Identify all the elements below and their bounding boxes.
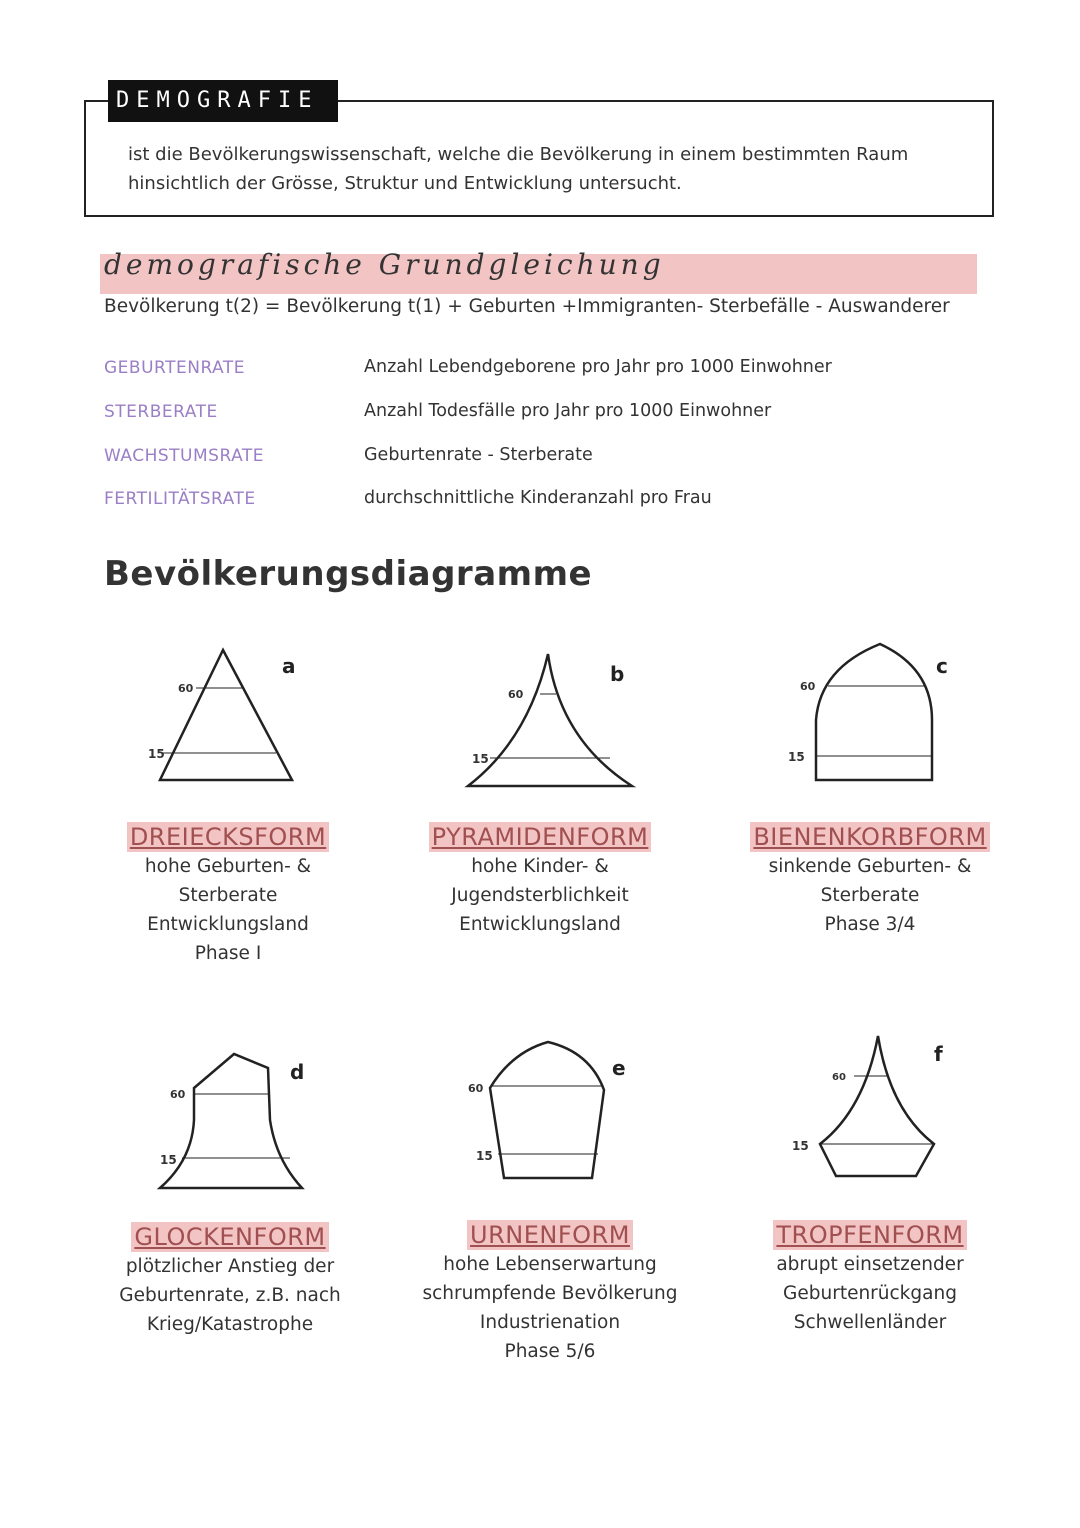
diagram-c — [720, 640, 1020, 939]
drop-shape-diagram — [720, 1030, 1020, 1180]
axis-label-60: 60 — [468, 1082, 484, 1095]
rate-term-growth: WACHSTUMSRATE — [104, 446, 264, 466]
diagram-letter: b — [610, 662, 625, 686]
diagram-letter: e — [612, 1056, 626, 1080]
axis-label-15: 15 — [472, 752, 489, 766]
section-title: Bevölkerungsdiagramme — [104, 554, 593, 594]
axis-label-60: 60 — [832, 1072, 846, 1083]
diagram-a — [78, 640, 378, 968]
axis-label-15: 15 — [160, 1153, 177, 1167]
diagram-desc-line: sinkende Geburten- & — [768, 856, 972, 877]
diagram-desc-line: hohe Geburten- & — [144, 856, 312, 877]
diagram-letter: f — [934, 1042, 943, 1066]
axis-label-60: 60 — [178, 682, 194, 695]
diagram-name: GLOCKENFORM — [131, 1222, 328, 1252]
diagram-letter: a — [282, 654, 296, 678]
diagram-d — [80, 1040, 380, 1339]
diagram-desc-line: Industrienation — [479, 1312, 621, 1333]
axis-label-15: 15 — [476, 1149, 493, 1163]
axis-label-60: 60 — [508, 688, 524, 701]
diagram-f — [720, 1030, 1020, 1337]
diagram-desc-line: abrupt einsetzender — [776, 1254, 964, 1275]
diagram-desc-line: Sterberate — [820, 885, 920, 906]
diagram-name: DREIECKSFORM — [127, 822, 329, 852]
diagram-name: PYRAMIDENFORM — [429, 822, 652, 852]
diagram-letter: c — [936, 654, 948, 678]
diagram-desc-line: Phase I — [194, 943, 262, 964]
axis-label-60: 60 — [800, 680, 816, 693]
diagram-desc-line: hohe Kinder- & — [471, 856, 609, 877]
axis-label-60: 60 — [170, 1088, 186, 1101]
urn-shape-diagram — [400, 1038, 700, 1190]
diagram-name: TROPFENFORM — [773, 1220, 966, 1250]
diagram-desc-line: schrumpfende Bevölkerung — [422, 1283, 678, 1304]
diagram-desc-line: Entwicklungsland — [459, 914, 621, 935]
diagram-desc-line: Phase 3/4 — [824, 914, 916, 935]
diagram-name: BIENENKORBFORM — [750, 822, 989, 852]
rate-def-growth: Geburtenrate - Sterberate — [364, 445, 593, 465]
diagram-desc-line: Schwellenländer — [793, 1312, 947, 1333]
beehive-shape-diagram — [720, 640, 1020, 790]
rate-term-birth: GEBURTENRATE — [104, 358, 245, 378]
rate-def-birth: Anzahl Lebendgeborene pro Jahr pro 1000 Einwohner — [364, 357, 832, 377]
diagram-desc-line: Jugendsterblichkeit — [451, 885, 629, 906]
axis-label-15: 15 — [788, 750, 805, 764]
rate-def-fertility: durchschnittliche Kinderanzahl pro Frau — [364, 488, 712, 508]
diagram-desc-line: Geburtenrate, z.B. nach — [119, 1285, 341, 1306]
diagram-desc-line: plötzlicher Anstieg der — [125, 1256, 335, 1277]
definition-text: ist die Bevölkerungswissenschaft, welche die Bevölkerung in einem bestimmten Raum hinsichtlich der Grösse, Struktur und Entwicklung untersucht. — [128, 144, 909, 194]
definition-tag: DEMOGRAFIE — [108, 80, 338, 122]
diagram-letter: d — [290, 1060, 305, 1084]
axis-label-15: 15 — [148, 747, 165, 761]
rate-def-death: Anzahl Todesfälle pro Jahr pro 1000 Einwohner — [364, 401, 772, 421]
axis-label-15: 15 — [792, 1139, 809, 1153]
bell-shape-diagram — [80, 1040, 380, 1190]
rate-term-fertility: FERTILITÄTSRATE — [104, 489, 256, 509]
diagram-name: URNENFORM — [467, 1220, 633, 1250]
diagram-desc-line: Sterberate — [178, 885, 278, 906]
diagram-e — [400, 1038, 700, 1366]
diagram-desc-line: Phase 5/6 — [504, 1341, 596, 1362]
triangle-shape-diagram — [78, 640, 378, 790]
diagram-desc-line: Entwicklungsland — [147, 914, 309, 935]
equation-formula: Bevölkerung t(2) = Bevölkerung t(1) + Geburten +Immigranten- Sterbefälle - Auswanderer — [104, 296, 950, 317]
diagram-desc-line: hohe Lebenserwartung — [443, 1254, 657, 1275]
diagram-b — [390, 640, 690, 939]
equation-title: demografische Grundgleichung — [104, 248, 665, 281]
pyramid-shape-diagram — [390, 640, 690, 790]
diagram-desc-line: Geburtenrückgang — [783, 1283, 957, 1304]
diagram-desc-line: Krieg/Katastrophe — [146, 1314, 314, 1335]
rate-term-death: STERBERATE — [104, 402, 218, 422]
